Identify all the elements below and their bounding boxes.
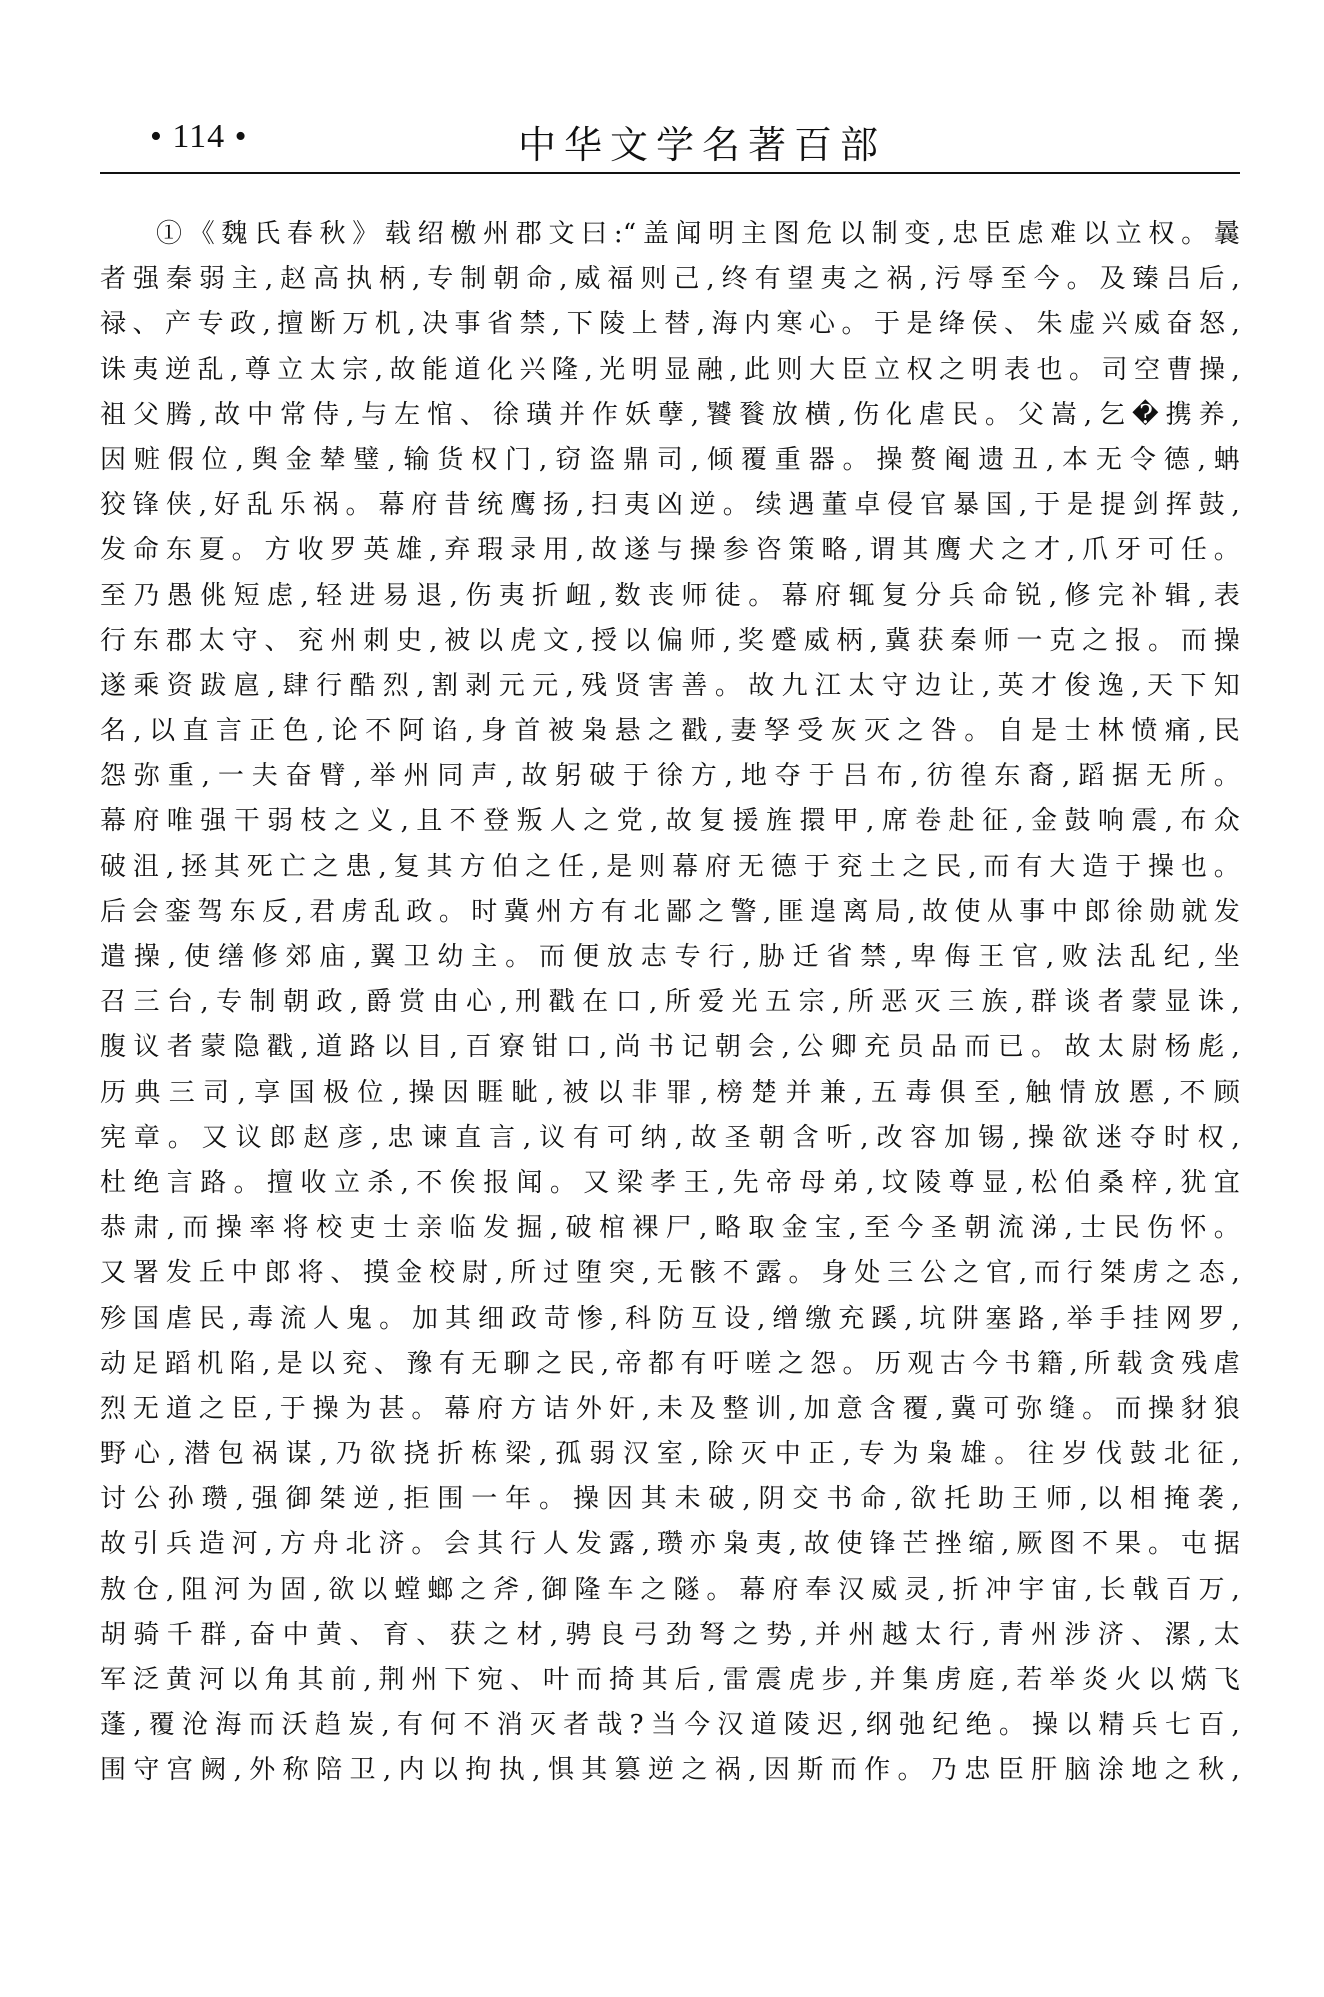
text-line: 发命东夏。方收罗英雄,弃瑕录用,故遂与操参咨策略,谓其鹰犬之才,爪牙可任。: [100, 535, 1240, 566]
text-line: 至乃愚佻短虑,轻进易退,伤夷折衄,数丧师徒。幕府辄复分兵命锐,修完补辑,表: [100, 580, 1240, 611]
text-line: 后会銮驾东反,君虏乱政。时冀州方有北鄙之警,匪遑离局,故使从事中郎徐勋就发: [100, 896, 1240, 927]
header-rule: [100, 172, 1240, 174]
text-line: 敖仓,阻河为固,欲以螳螂之斧,御隆车之隧。幕府奉汉威灵,折冲宇宙,长戟百万,: [100, 1574, 1240, 1605]
text-line: 禄、产专政,擅断万机,决事省禁,下陵上替,海内寒心。于是绛侯、朱虚兴威奋怒,: [100, 309, 1240, 340]
text-line: 恭肃,而操率将校吏士亲临发掘,破棺裸尸,略取金宝,至今圣朝流涕,士民伤怀。: [100, 1213, 1240, 1244]
text-line: ①《魏氏春秋》载绍檄州郡文曰:“盖闻明主图危以制变,忠臣虑难以立权。曩: [156, 219, 1240, 249]
text-line: 烈无道之臣,于操为甚。幕府方诘外奸,未及整训,加意含覆,冀可弥缝。而操豺狼: [100, 1393, 1240, 1424]
page-number: • 114 •: [150, 118, 248, 155]
text-line: 围守宫阙,外称陪卫,内以拘执,惧其篡逆之祸,因斯而作。乃忠臣肝脑涂地之秋,: [100, 1755, 1240, 1786]
text-line: 讨公孙瓒,强御桀逆,拒围一年。操因其未破,阴交书命,欲托助王师,以相掩袭,: [100, 1484, 1240, 1515]
text-line: 军泛黄河以角其前,荆州下宛、叶而掎其后,雷震虎步,并集虏庭,若举炎火以焫飞: [100, 1665, 1240, 1695]
text-line: 故引兵造河,方舟北济。会其行人发露,瓒亦枭夷,故使锋芒挫缩,厥图不果。屯据: [100, 1529, 1240, 1560]
text-line: 胡骑千群,奋中黄、育、获之材,骋良弓劲弩之势,并州越太行,青州涉济、漯,太: [100, 1619, 1240, 1650]
text-line: 幕府唯强干弱枝之义,且不登叛人之党,故复援旌擐甲,席卷赴征,金鼓响震,布众: [100, 806, 1240, 837]
text-line: 召三台,专制朝政,爵赏由心,刑戳在口,所爱光五宗,所恶灭三族,群谈者蒙显诛,: [100, 987, 1240, 1018]
text-line: 遣操,使缮修郊庙,翼卫幼主。而便放志专行,胁迁省禁,卑侮王官,败法乱纪,坐: [100, 942, 1240, 972]
text-line: 野心,潜包祸谋,乃欲挠折栋梁,孤弱汉室,除灭中正,专为枭雄。往岁伐鼓北征,: [100, 1439, 1240, 1470]
text-line: 祖父腾,故中常侍,与左悺、徐璜并作妖孽,饕餮放横,伤化虐民。父嵩,乞�携养,: [100, 399, 1240, 430]
text-line: 名,以直言正色,论不阿谄,身首被枭悬之戳,妻孥受灰灭之咎。自是士林愤痛,民: [100, 716, 1240, 747]
text-line: 因赃假位,舆金辇璧,输货权门,窃盗鼎司,倾覆重器。操赘阉遗丑,本无令德,蚺: [100, 444, 1240, 475]
text-line: 破沮,拯其死亡之患,复其方伯之任,是则幕府无德于兖土之民,而有大造于操也。: [100, 851, 1240, 882]
footnote-body: [100, 212, 1240, 1794]
book-title: 中华文学名著百部: [518, 123, 887, 167]
text-line: 又署发丘中郎将、摸金校尉,所过堕突,无骸不露。身处三公之官,而行桀虏之态,: [100, 1258, 1240, 1289]
page-header: [100, 100, 1240, 172]
text-line: 蓬,覆沧海而沃趋炭,有何不消灭者哉?当今汉道陵迟,纲弛纪绝。操以精兵七百,: [100, 1710, 1240, 1741]
text-line: 遂乘资跋扈,肆行酷烈,割剥元元,残贤害善。故九江太守边让,英才俊逸,天下知: [100, 670, 1240, 701]
text-line: 殄国虐民,毒流人鬼。加其细政苛惨,科防互设,缯缴充蹊,坑阱塞路,举手挂网罗,: [100, 1303, 1240, 1334]
text-line: 行东郡太守、兖州刺史,被以虎文,授以偏师,奖蹙威柄,冀获秦师一克之报。而操: [100, 625, 1240, 656]
text-line: 诛夷逆乱,尊立太宗,故能道化兴隆,光明显融,此则大臣立权之明表也。司空曹操,: [100, 354, 1240, 385]
text-line: 怨弥重,一夫奋臂,举州同声,故躬破于徐方,地夺于吕布,彷徨东裔,蹈据无所。: [100, 761, 1240, 792]
text-line: 狡锋侠,好乱乐祸。幕府昔统鹰扬,扫夷凶逆。续遇董卓侵官暴国,于是提剑挥鼓,: [100, 490, 1240, 521]
text-line: 历典三司,享国极位,操因睚眦,被以非罪,榜楚并兼,五毒俱至,触情放慝,不顾: [100, 1077, 1240, 1108]
text-line: 杜绝言路。擅收立杀,不俟报闻。又梁孝王,先帝母弟,坟陵尊显,松伯桑梓,犹宜: [100, 1167, 1240, 1198]
text-line: 腹议者蒙隐戳,道路以目,百寮钳口,尚书记朝会,公卿充员品而已。故太尉杨彪,: [100, 1032, 1240, 1063]
text-line: 者强秦弱主,赵高执柄,专制朝命,威福则己,终有望夷之祸,污辱至今。及臻吕后,: [100, 264, 1240, 295]
text-line: 宪章。又议郎赵彦,忠谏直言,议有可纳,故圣朝含听,改容加锡,操欲迷夺时权,: [100, 1122, 1240, 1153]
text-line: 动足蹈机陷,是以兖、豫有无聊之民,帝都有吁嗟之怨。历观古今书籍,所载贪残虐: [100, 1348, 1240, 1379]
